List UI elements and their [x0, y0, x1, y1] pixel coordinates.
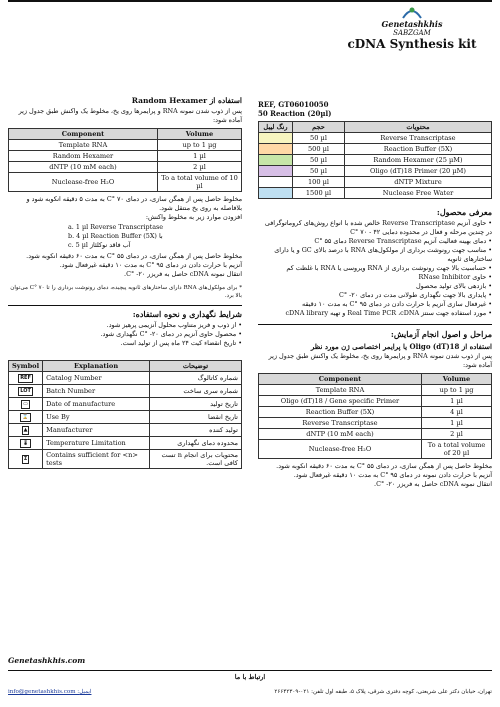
- storage-item: [8, 330, 242, 339]
- symbol-row: [9, 372, 242, 385]
- secondary-structure-note: * برای مولکول‌های RNA دارای ساختارهای ثانویه پیچیده، دمای رونوشت برداری را تا ۷۰ °C می‌توان بالا برد.: [10, 285, 242, 299]
- oligo-header-volume: Volume: [422, 374, 492, 385]
- volume-cell: 2 µl: [158, 162, 242, 173]
- contents-row: [259, 133, 492, 144]
- protocol-title: مراحل و اصول انجام آزمایش:: [390, 329, 492, 339]
- step-text: آنزیم با حرارت دادن در دمای ۹۵ °C به مدت ۱۰ دقیقه غیرفعال شود.: [59, 261, 242, 269]
- intro-item-text: مناسب جهت رونوشت برداری از مولکول‌های RNA با درصد بالای GC و یا دارای ساختارهای ثانویه: [274, 246, 492, 263]
- contents-item: Reaction Buffer (5X): [345, 144, 492, 155]
- bullet-icon: •: [486, 246, 492, 254]
- intro-item-text: دمای بهینه فعالیت آنزیم Reverse Transcriptase دمای ۵۵ °C: [314, 237, 487, 245]
- intro-item-text: بازدهی بالای تولید محصول: [416, 282, 487, 290]
- symbol-cell: [9, 437, 43, 450]
- ref-icon: REF: [20, 375, 31, 381]
- intro-item-text: غیرفعال سازی آنزیم با حرارت دادن در دمای ۹۵ °C به مدت ۱۰ دقیقه: [302, 300, 487, 308]
- use-by-icon: ⌛: [22, 414, 29, 420]
- contents-volume: 500 µl: [293, 144, 345, 155]
- label-color-swatch: [259, 188, 293, 199]
- symbol-explanation: Temperature Limitation: [43, 437, 150, 450]
- volume-cell: 1 µl: [158, 151, 242, 162]
- footer-site[interactable]: Genetashkhis.com: [8, 656, 86, 665]
- right-column: [258, 100, 492, 489]
- contents-row: [259, 166, 492, 177]
- random-header-volume: Volume: [158, 129, 242, 140]
- table-row: [259, 385, 492, 396]
- brand-name: Genetashkhis: [381, 19, 443, 29]
- contents-row: [259, 144, 492, 155]
- step-text: افزودن موارد زیر به مخلوط واکنش:: [145, 213, 242, 221]
- intro-divider: [258, 324, 492, 325]
- symbols-header-explanation: Explanation: [43, 361, 150, 372]
- lot-icon: LOT: [20, 388, 31, 394]
- volume-cell: up to 1 µg: [158, 140, 242, 151]
- symbol-explanation-fa: تاریخ تولید: [150, 398, 242, 411]
- symbol-row: [9, 385, 242, 398]
- component-cell: Nuclease-free H₂O: [259, 440, 422, 459]
- intro-item-text: پایداری بالا جهت نگهداری طولانی مدت در دمای ۲۰- °C: [338, 291, 487, 299]
- intro-item: [258, 300, 492, 309]
- contents-item: Oligo (dT)18 Primer (20 µM): [345, 166, 492, 177]
- contents-volume: 50 µl: [293, 155, 345, 166]
- symbol-explanation: Manufacturer: [43, 424, 150, 437]
- component-cell: Random Hexamer: [9, 151, 158, 162]
- bullet-icon: •: [486, 237, 492, 245]
- contents-row: [259, 177, 492, 188]
- symbol-cell: [9, 450, 43, 469]
- contents-item: Nuclease Free Water: [345, 188, 492, 199]
- intro-item-text: حاوی RNase Inhibitor: [418, 273, 487, 281]
- bullet-icon: •: [486, 291, 492, 299]
- contents-header-volume: حجم: [293, 122, 345, 133]
- random-sub-step: [68, 232, 242, 241]
- intro-item: [258, 273, 492, 282]
- bullet-icon: •: [486, 300, 492, 308]
- intro-item: [258, 309, 492, 318]
- contents-table: [258, 121, 492, 199]
- random-step: [8, 195, 242, 213]
- component-cell: Reverse Transcriptase: [259, 418, 422, 429]
- bullet-icon: •: [486, 273, 492, 281]
- component-cell: dNTP (10 mM each): [9, 162, 158, 173]
- symbol-cell: [9, 385, 43, 398]
- bullet-icon: •: [486, 309, 492, 317]
- contents-header-item: محتویات: [345, 122, 492, 133]
- oligo-step: [258, 480, 492, 489]
- table-row: [9, 151, 242, 162]
- volume-cell: 4 µl: [422, 407, 492, 418]
- component-cell: Reaction Buffer (5X): [259, 407, 422, 418]
- footer-rule: [8, 670, 492, 671]
- symbol-row: [9, 450, 242, 469]
- label-color-swatch: [259, 155, 293, 166]
- oligo-steps: [258, 462, 492, 489]
- footer-email[interactable]: info@genetashkhis.com :ایمیل: [8, 689, 92, 695]
- random-step: [8, 213, 242, 222]
- bullet-icon: •: [486, 282, 492, 290]
- contents-item: Reverse Transcriptase: [345, 133, 492, 144]
- oligo-step: [258, 462, 492, 471]
- symbol-row: [9, 437, 242, 450]
- contents-row: [259, 155, 492, 166]
- random-steps-2: [8, 252, 242, 279]
- storage-divider: [8, 305, 242, 306]
- random-sub-step: [68, 241, 242, 250]
- step-text: انتقال نمونه cDNA حاصل به فریزر ۲۰- °C.: [124, 270, 242, 278]
- symbol-row: [9, 398, 242, 411]
- volume-cell: To a total volume of 20 µl: [422, 440, 492, 459]
- table-row: [259, 429, 492, 440]
- logo-icon: [401, 4, 423, 20]
- footer-address: تهران، خیابان دکتر علی شریعتی، کوچه دفتری شرقی، پلاک ۵، طبقه اول تلفن: ۰۲۱-۲۶۶۴۲۳۰۹: [274, 689, 492, 695]
- table-row: [9, 173, 242, 192]
- step-text: مخلوط حاصل پس از همگن سازی، در دمای ۷۰ °C به مدت ۵ دقیقه انکوبه شود و بلافاصله به روی یخ منتقل شود.: [26, 195, 242, 212]
- symbol-explanation-fa: تولید کننده: [150, 424, 242, 437]
- random-table: [8, 128, 242, 192]
- symbol-cell: [9, 372, 43, 385]
- storage-item-text: تاریخ انقضاء کیت ۲۴ ماه پس از تولید است.: [120, 339, 237, 347]
- symbol-explanation-fa: شماره سری ساخت: [150, 385, 242, 398]
- volume-cell: To a total volume of 10 µl: [158, 173, 242, 192]
- step-text: مخلوط حاصل پس از همگن سازی، در دمای ۵۵ °C به مدت ۶۰ دقیقه انکوبه شود.: [26, 252, 242, 260]
- intro-item: [258, 282, 492, 291]
- bullet-icon: •: [486, 264, 492, 272]
- oligo-step: [258, 471, 492, 480]
- table-row: [259, 396, 492, 407]
- symbol-explanation-fa: تاریخ انقضا: [150, 411, 242, 424]
- oligo-table: [258, 373, 492, 459]
- contact-title: ارتباط با ما: [234, 673, 266, 681]
- component-cell: Template RNA: [9, 140, 158, 151]
- random-heading: استفاده از Random Hexamer: [131, 96, 242, 105]
- intro-item: [258, 291, 492, 300]
- intro-item-text: مورد استفاده جهت سنتز Real Time PCR ،cDNA و تهیه cDNA library: [285, 309, 487, 317]
- temperature-icon: 🌡: [22, 440, 29, 446]
- table-row: [259, 418, 492, 429]
- component-cell: Nuclease-free H₂O: [9, 173, 158, 192]
- brand-sub: SABZGAM: [393, 29, 431, 37]
- symbol-row: [9, 411, 242, 424]
- intro-item: [258, 264, 492, 273]
- symbol-explanation-fa: محتویات برای انجام n تست کافی است.: [150, 450, 242, 469]
- oligo-header-component: Component: [259, 374, 422, 385]
- step-text: c. 5 µl آب فاقد نوکلئاز: [68, 241, 131, 249]
- contents-row: [259, 188, 492, 199]
- oligo-step-1: پس از ذوب شدن نمونه RNA و پرایمرها روی یخ، مخلوط یک واکنش طبق جدول زیر آماده شود:: [268, 352, 492, 369]
- header: [332, 4, 492, 52]
- random-step: [8, 252, 242, 261]
- oligo-heading: استفاده از Oligo (dT)18 یا پرایمر اختصاصی ژن مورد نظر: [310, 342, 492, 351]
- symbol-cell: [9, 424, 43, 437]
- contents-volume: 1500 µl: [293, 188, 345, 199]
- step-text: a. 1 µl Reverse Transcriptase: [68, 223, 164, 231]
- contents-volume: 50 µl: [293, 166, 345, 177]
- table-row: [9, 140, 242, 151]
- intro-list: [258, 219, 492, 318]
- intro-item: [258, 237, 492, 246]
- random-step-1: پس از ذوب شدن نمونه RNA و پرایمرها روی یخ، مخلوط یک واکنش طبق جدول زیر آماده شود:: [18, 107, 242, 124]
- symbols-table: [8, 360, 242, 469]
- intro-item: [258, 219, 492, 237]
- bullet-icon: •: [236, 321, 242, 329]
- reaction-count: 50 Reaction (20µl): [258, 109, 332, 118]
- random-step: [8, 270, 242, 279]
- label-color-swatch: [259, 133, 293, 144]
- manufacturer-icon: ▲: [23, 427, 28, 433]
- step-text: b. 4 µl Reaction Buffer (5X) با: [68, 232, 163, 240]
- step-text: انتقال نمونه cDNA حاصل به فریزر ۲۰- °C.: [374, 480, 492, 488]
- intro-title: معرفی محصول:: [436, 207, 492, 217]
- table-row: [259, 407, 492, 418]
- label-color-swatch: [259, 177, 293, 188]
- symbol-explanation: Catalog Number: [43, 372, 150, 385]
- step-text: آنزیم با حرارت دادن نمونه در دمای ۹۵ °C به مدت ۱۰ دقیقه غیرفعال شود.: [293, 471, 492, 479]
- random-sub-steps: [68, 223, 242, 250]
- random-steps: [8, 195, 242, 222]
- contents-header-label: رنگ لیبل: [259, 122, 293, 133]
- storage-item-text: از ذوب و فریز متناوب محلول آنزیمی پرهیز شود.: [106, 321, 237, 329]
- symbols-header-symbol: Symbol: [9, 361, 43, 372]
- storage-list: [8, 321, 242, 348]
- symbol-explanation-fa: شماره کاتالوگ: [150, 372, 242, 385]
- table-row: [259, 440, 492, 459]
- sigma-icon: Σ: [23, 456, 28, 462]
- bullet-icon: •: [236, 330, 242, 338]
- storage-item: [8, 321, 242, 330]
- bullet-icon: •: [486, 219, 492, 227]
- component-cell: Template RNA: [259, 385, 422, 396]
- date-of-manufacture-icon: ▭: [23, 401, 28, 407]
- symbol-explanation-fa: محدوده دمای نگهداری: [150, 437, 242, 450]
- ref-label: REF, GT06010050: [258, 100, 329, 109]
- storage-title: شرایط نگهداری و نحوه استفاده:: [132, 309, 242, 319]
- storage-item-text: محصول حاوی آنزیم در دمای ۲۰- °C نگهداری شود.: [100, 330, 237, 338]
- contents-volume: 50 µl: [293, 133, 345, 144]
- volume-cell: up to 1 µg: [422, 385, 492, 396]
- symbol-cell: [9, 398, 43, 411]
- symbol-cell: [9, 411, 43, 424]
- symbols-header-fa: توضیحات: [150, 361, 242, 372]
- label-color-swatch: [259, 166, 293, 177]
- contents-item: dNTP Mixture: [345, 177, 492, 188]
- table-row: [9, 162, 242, 173]
- symbol-explanation: Batch Number: [43, 385, 150, 398]
- contents-item: Random Hexamer (25 µM): [345, 155, 492, 166]
- component-cell: Oligo (dT)18 / Gene specific Primer: [259, 396, 422, 407]
- intro-item-text: حساسیت بالا جهت رونوشت برداری از RNA ویروسی یا RNA با غلظت کم: [286, 264, 487, 272]
- random-sub-step: [68, 223, 242, 232]
- contents-volume: 100 µl: [293, 177, 345, 188]
- component-cell: dNTP (10 mM each): [259, 429, 422, 440]
- volume-cell: 2 µl: [422, 429, 492, 440]
- random-header-component: Component: [9, 129, 158, 140]
- random-step: [8, 261, 242, 270]
- bullet-icon: •: [236, 339, 242, 347]
- symbol-explanation: Use By: [43, 411, 150, 424]
- volume-cell: 1 µl: [422, 396, 492, 407]
- intro-item-text: حاوی آنزیم Reverse Transcriptase خالص شده با انواع روش‌های کروماتوگرافی در چندین مرحله و فعال در محدوده دمایی ۴۲ - ۷۰ °C: [264, 219, 492, 236]
- product-title: cDNA Synthesis kit: [347, 37, 477, 51]
- step-text: مخلوط حاصل پس از همگن سازی، در دمای ۵۵ °C به مدت ۶۰ دقیقه انکوبه شود.: [276, 462, 492, 470]
- volume-cell: 1 µl: [422, 418, 492, 429]
- storage-item: [8, 339, 242, 348]
- left-column: [8, 96, 242, 469]
- top-rule: [8, 0, 492, 2]
- label-color-swatch: [259, 144, 293, 155]
- intro-item: [258, 246, 492, 264]
- symbol-row: [9, 424, 242, 437]
- symbol-explanation: Date of manufacture: [43, 398, 150, 411]
- symbol-explanation: Contains sufficient for <n> tests: [43, 450, 150, 469]
